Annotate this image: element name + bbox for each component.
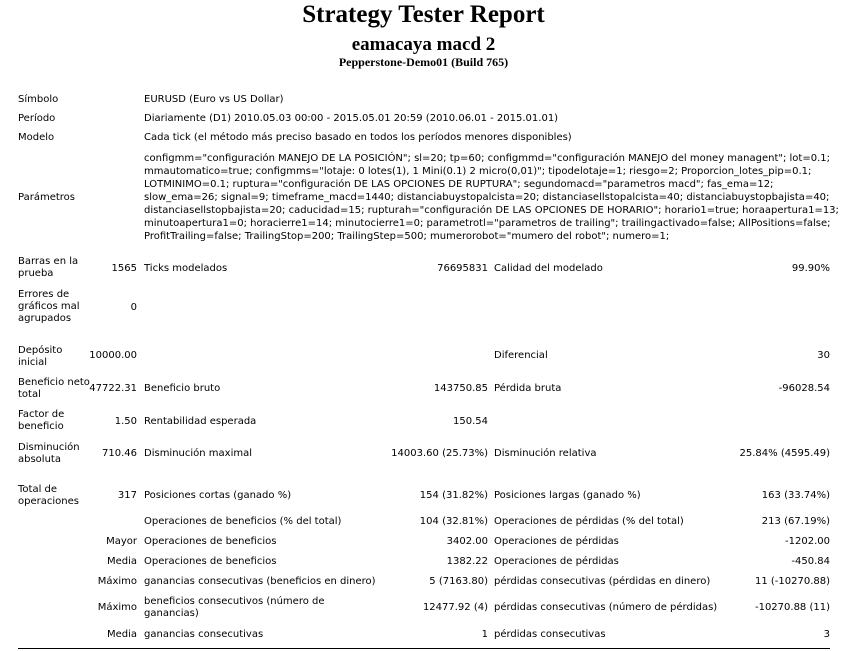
bars-value: 1565 — [111, 263, 137, 274]
profit-trades-label: Operaciones de beneficios (% del total) — [144, 516, 342, 527]
errors-value: 0 — [130, 302, 137, 313]
symbol-label: Símbolo — [18, 94, 59, 105]
profit-factor-value: 1.50 — [114, 416, 137, 427]
bars-label: Barras en la prueba — [18, 256, 79, 279]
symbol-value: EURUSD (Euro vs US Dollar) — [144, 94, 284, 105]
deposit-value: 10000.00 — [89, 350, 137, 361]
largest-loss-value: -1202.00 — [785, 536, 830, 547]
max-consecutive-wins-label: ganancias consecutivas (beneficios en dinero) — [144, 576, 376, 587]
total-trades-value: 317 — [117, 490, 137, 501]
expected-payoff-value: 150.54 — [453, 416, 488, 427]
maximal-drawdown-label: Disminución maximal — [144, 448, 253, 459]
average-prefix-2: Media — [106, 629, 137, 640]
average-loss-value: -450.84 — [791, 556, 830, 567]
spread-label: Diferencial — [494, 350, 548, 361]
avg-consecutive-losses-value: 3 — [823, 629, 830, 640]
bottom-divider — [18, 648, 830, 649]
maximal-drawdown-value: 14003.60 (25.73%) — [391, 448, 488, 459]
long-positions-label: Posiciones largas (ganado %) — [494, 490, 641, 501]
average-loss-label: Operaciones de pérdidas — [494, 556, 619, 567]
average-profit-value: 1382.22 — [446, 556, 488, 567]
expected-payoff-label: Rentabilidad esperada — [144, 416, 257, 427]
ticks-value: 76695831 — [437, 263, 488, 274]
ticks-label: Ticks modelados — [144, 263, 228, 274]
server-build: Pepperstone-Demo01 (Build 765) — [338, 55, 509, 69]
average-prefix: Media — [106, 556, 137, 567]
avg-consecutive-losses-label: pérdidas consecutivas — [494, 629, 606, 640]
expert-name: eamacaya macd 2 — [351, 34, 496, 55]
report-title: Strategy Tester Report — [302, 1, 545, 28]
profit-factor-label: Factor de beneficio — [18, 409, 65, 432]
largest-profit-label: Operaciones de beneficios — [144, 536, 277, 547]
loss-trades-value: 213 (67.19%) — [761, 516, 830, 527]
total-trades-label: Total de operaciones — [18, 484, 79, 507]
parameters-label: Parámetros — [18, 192, 75, 203]
period-label: Período — [18, 113, 56, 124]
short-positions-label: Posiciones cortas (ganado %) — [144, 490, 292, 501]
net-profit-label: Beneficio neto total — [18, 377, 90, 400]
max-consecutive-loss-value: -10270.88 (11) — [754, 602, 830, 613]
quality-label: Calidad del modelado — [494, 263, 603, 274]
largest-profit-value: 3402.00 — [446, 536, 488, 547]
long-positions-value: 163 (33.74%) — [761, 490, 830, 501]
largest-loss-label: Operaciones de pérdidas — [494, 536, 619, 547]
max-consecutive-wins-value: 5 (7163.80) — [429, 576, 488, 587]
errors-label: Errores de gráficos mal agrupados — [18, 289, 80, 324]
relative-drawdown-value: 25.84% (4595.49) — [739, 448, 830, 459]
period-value: Diariamente (D1) 2010.05.03 00:00 - 2015.05.01 20:59 (2010.06.01 - 2015.01.01) — [144, 113, 559, 124]
gross-profit-label: Beneficio bruto — [144, 383, 221, 394]
spread-value: 30 — [817, 350, 830, 361]
gross-loss-label: Pérdida bruta — [494, 383, 562, 394]
short-positions-value: 154 (31.82%) — [419, 490, 488, 501]
net-profit-value: 47722.31 — [89, 383, 137, 394]
quality-value: 99.90% — [791, 263, 830, 274]
profit-trades-value: 104 (32.81%) — [419, 516, 488, 527]
gross-profit-value: 143750.85 — [433, 383, 488, 394]
model-value: Cada tick (el método más preciso basado en todos los períodos menores disponibles) — [144, 132, 572, 143]
maximum-prefix-2: Máximo — [97, 602, 137, 613]
largest-prefix: Mayor — [106, 536, 137, 547]
max-consecutive-profit-value: 12477.92 (4) — [422, 602, 488, 613]
maximum-prefix-1: Máximo — [97, 576, 137, 587]
parameters-value: configmm="configuración MANEJO DE LA POSICIÓN"; sl=20; tp=60; configmmd="configuración MANEJO del money managent"; lot=0.1; mmautomatico=true; configmms="lotaje: 0 lotes(1), 1 Mini(0.1) 2 micro(0,01)"; tipodelotaje=1; riesgo=2; Proporcion_lotes_pip=0.1; LOTMINIMO=0.1; ruptura="configuración DE LAS OPCIONES DE RUPTURA"; segundomacd="parametros macd"; fas_ema=12; slow_ema=26; signal=9; timeframe_macd=1440; distanciabuystopalcista=20; distanciasellstopalcista=40; distanciabuystopbajista=40; distanciasellstopbajista=20; caducidad=15; rupturah="configuración DE LAS OPCIONES DE HORARIO"; horario1=true; horaapertura1=13; minutoapertura1=0; horacierre1=14; minutocierre1=0; parametrotl="parametros de trailing"; trailingactivado=false; AllPositions=false; ProfitTrailing=false; TrailingStop=200; TrailingStep=500; mumerorobot="mumero del robot"; numero=1; — [144, 153, 839, 242]
max-consecutive-losses-label: pérdidas consecutivas (pérdidas en dinero) — [494, 576, 711, 587]
max-consecutive-profit-label: beneficios consecutivos (número de ganancias) — [144, 596, 325, 619]
max-consecutive-losses-value: 11 (-10270.88) — [754, 576, 830, 587]
avg-consecutive-wins-value: 1 — [481, 629, 488, 640]
gross-loss-value: -96028.54 — [778, 383, 830, 394]
average-profit-label: Operaciones de beneficios — [144, 556, 277, 567]
deposit-label: Depósito inicial — [18, 345, 63, 368]
relative-drawdown-label: Disminución relativa — [494, 448, 597, 459]
model-label: Modelo — [18, 132, 55, 143]
loss-trades-label: Operaciones de pérdidas (% del total) — [494, 516, 684, 527]
absolute-drawdown-value: 710.46 — [102, 448, 137, 459]
avg-consecutive-wins-label: ganancias consecutivas — [144, 629, 264, 640]
absolute-drawdown-label: Disminución absoluta — [18, 442, 80, 465]
max-consecutive-loss-label: pérdidas consecutivas (número de pérdidas) — [494, 602, 718, 613]
